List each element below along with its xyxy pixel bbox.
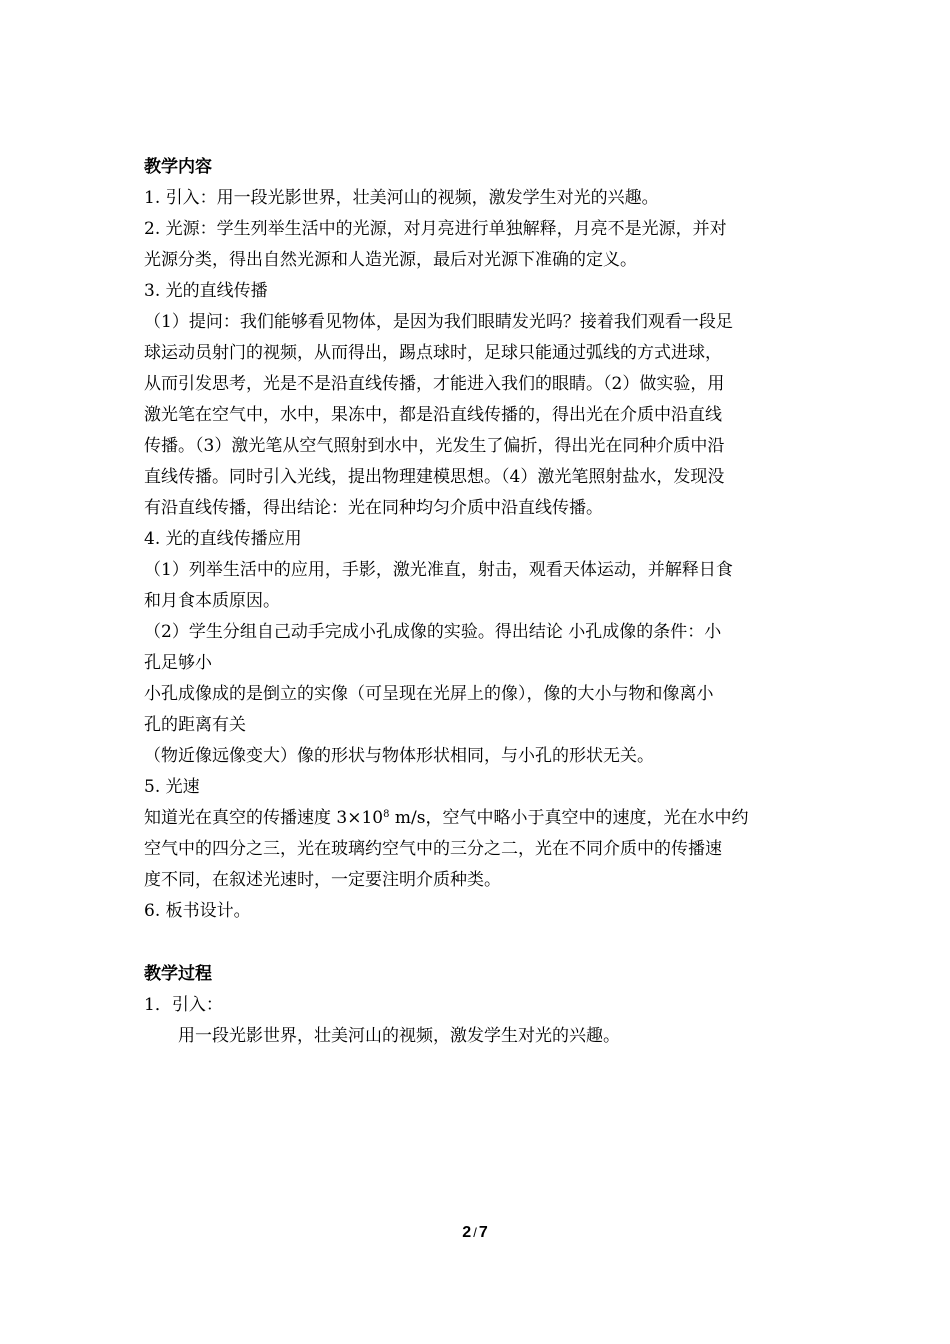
text-line: 和月食本质原因。 xyxy=(144,591,280,611)
text-line: 6. 板书设计。 xyxy=(144,901,251,921)
text-line: 激光笔在空气中，水中，果冻中，都是沿直线传播的，得出光在介质中沿直线 xyxy=(144,405,722,425)
text-line: 3. 光的直线传播 xyxy=(144,281,268,301)
text-line: 小孔成像成的是倒立的实像（可呈现在光屏上的像），像的大小与物和像离小 xyxy=(144,684,714,704)
text-line: （2）学生分组自己动手完成小孔成像的实验。得出结论 小孔成像的条件：小 xyxy=(144,622,722,642)
section-content-body xyxy=(144,183,808,803)
text-line: 孔的距离有关 xyxy=(144,715,246,735)
section-gap xyxy=(144,927,808,959)
text-line: 球运动员射门的视频，从而得出，踢点球时，足球只能通过弧线的方式进球， xyxy=(144,343,722,363)
page-number-total: 7 xyxy=(478,1224,488,1241)
text-line: 直线传播。同时引入光线，提出物理建模思想。（4）激光笔照射盐水，发现没 xyxy=(144,467,725,487)
text-line: 度不同，在叙述光速时，一定要注明介质种类。 xyxy=(144,870,501,890)
page-number-separator: / xyxy=(473,1225,477,1240)
text-line: （1）提问：我们能够看见物体，是因为我们眼睛发光吗？接着我们观看一段足 xyxy=(144,312,733,332)
text-line: 传播。（3）激光笔从空气照射到水中，光发生了偏折，得出光在同种介质中沿 xyxy=(144,436,725,456)
text-line: （1）列举生活中的应用，手影，激光准直，射击，观看天体运动，并解释日食 xyxy=(144,560,733,580)
page-number-current: 2 xyxy=(462,1224,472,1241)
section-heading-process: 教学过程 xyxy=(144,964,212,984)
section-heading-content: 教学内容 xyxy=(144,157,212,177)
text-line: 5. 光速 xyxy=(144,777,200,797)
process-item-label: 1．引入： xyxy=(144,995,223,1015)
page-number xyxy=(0,1224,950,1242)
light-speed-suffix: m/s，空气中略小于真空中的速度，光在水中约 xyxy=(389,808,749,828)
text-line: 从而引发思考，光是不是沿直线传播，才能进入我们的眼睛。（2）做实验，用 xyxy=(144,374,725,394)
text-line: 孔足够小 xyxy=(144,653,212,673)
text-line: 光源分类，得出自然光源和人造光源，最后对光源下准确的定义。 xyxy=(144,250,637,270)
text-line: 2. 光源：学生列举生活中的光源，对月亮进行单独解释，月亮不是光源，并对 xyxy=(144,219,727,239)
text-line: （物近像远像变大）像的形状与物体形状相同，与小孔的形状无关。 xyxy=(144,746,654,766)
text-line: 空气中的四分之三，光在玻璃约空气中的三分之二，光在不同介质中的传播速 xyxy=(144,839,722,859)
page-content xyxy=(144,152,808,1052)
text-line: 有沿直线传播，得出结论：光在同种均匀介质中沿直线传播。 xyxy=(144,498,603,518)
text-line: 4. 光的直线传播应用 xyxy=(144,529,302,549)
light-speed-prefix: 知道光在真空的传播速度 3×10 xyxy=(144,808,384,828)
light-speed-exponent: 8 xyxy=(383,809,390,820)
section-content-body-continued xyxy=(144,834,808,927)
process-item-body: 用一段光影世界，壮美河山的视频，激发学生对光的兴趣。 xyxy=(178,1026,620,1046)
text-line: 1. 引入：用一段光影世界，壮美河山的视频，激发学生对光的兴趣。 xyxy=(144,188,659,208)
light-speed-line xyxy=(144,803,808,834)
